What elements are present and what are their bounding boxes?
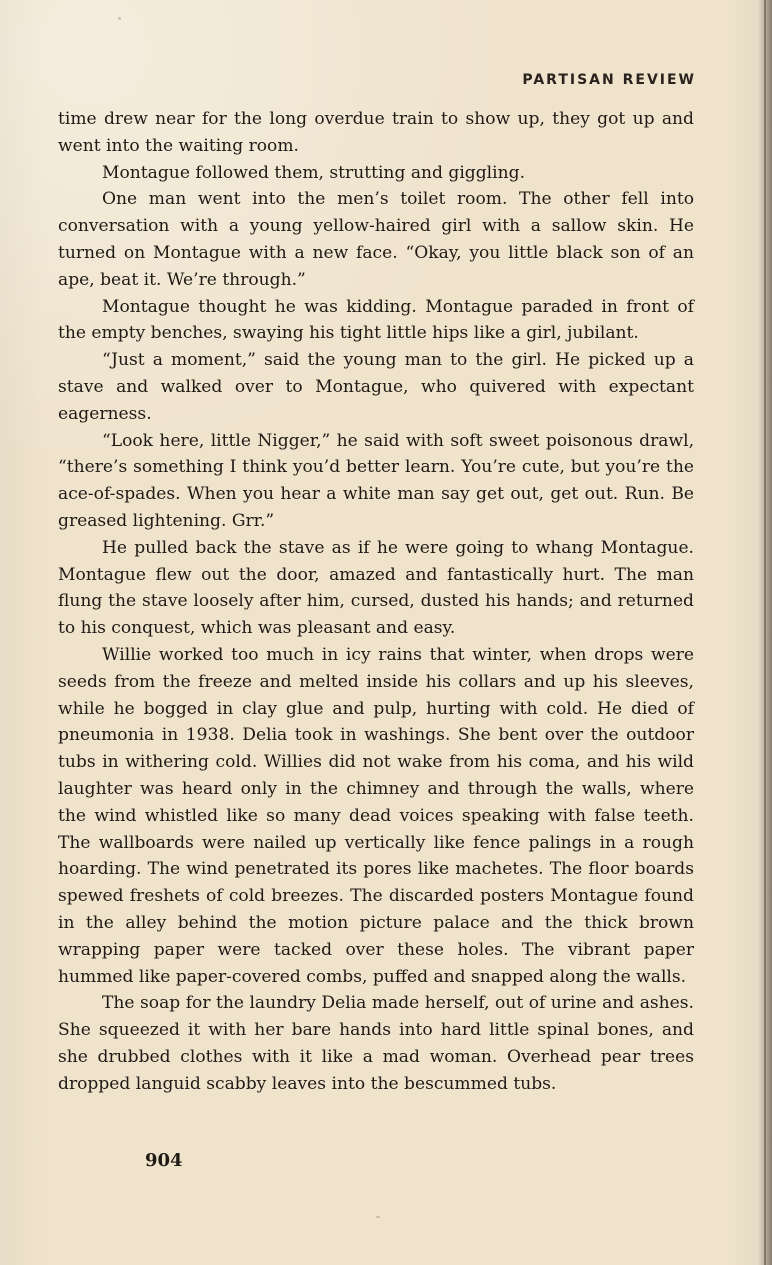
paragraph-7: He pulled back the stave as if he were going to whang Montague. Montague flew out the door, amazed and fantastically hurt. The man flung the stave loosely after him, cursed, dusted his hands; and returned to his conquest, which was pleasant and easy. xyxy=(58,537,694,639)
paper-speck xyxy=(118,17,121,20)
page-edge-shadow xyxy=(758,0,772,1265)
running-head: PARTISAN REVIEW xyxy=(522,72,696,88)
paragraph-2: Montague followed them, strutting and giggling. xyxy=(102,162,526,183)
paragraph-1: time drew near for the long overdue train to show up, they got up and went into the waiting room. xyxy=(58,109,694,156)
paragraph-4: Montague thought he was kidding. Montague paraded in front of the empty benches, swaying his tight little hips like a girl, jubilant. xyxy=(58,296,694,344)
paragraph-5: “Just a moment,” said the young man to the girl. He picked up a stave and walked over to Montague, who quivered with expectant eagerness. xyxy=(58,350,694,424)
paper-speck xyxy=(376,1216,380,1218)
paragraph-6: “Look here, little Nigger,” he said with soft sweet poisonous drawl, “there’s something I think you’d better learn. You’re cute, but you’re the ace-of-spades. When you hear a white man say get out, get out. Run. Be greased lightening. Grr.” xyxy=(58,430,694,531)
paragraph-9: The soap for the laundry Delia made herself, out of urine and ashes. She squeezed it with her bare hands into hard little spinal bones, and she drubbed clothes with it like a mad woman. Overhead pear trees dropped languid scabby leaves into the bescummed tubs. xyxy=(58,993,694,1094)
page-edge-line xyxy=(764,0,766,1265)
page-number: 904 xyxy=(145,1150,183,1171)
body-text xyxy=(58,106,694,1097)
paragraph-8: Willie worked too much in icy rains that winter, when drops were seeds from the freeze and melted inside his collars and up his sleeves, while he bogged in clay glue and pulp, hurting with cold. He died of pneumonia in 1938. Delia took in washings. She bent over the outdoor tubs in withering cold. Willies did not wake from his coma, and his wild laughter was heard only in the chimney and through the walls, where the wind whistled like so many dead voices speaking with false teeth. The wallboards were nailed up vertically like fence palings in a rough hoarding. The wind penetrated its pores like machetes. The floor boards spewed freshets of cold breezes. The discarded posters Montague found in the alley behind the motion picture palace and the thick brown wrapping paper were tacked over these holes. The vibrant paper hummed like paper-covered combs, puffed and snapped along the walls. xyxy=(58,644,694,987)
paragraph-3: One man went into the men’s toilet room. The other fell into conversation with a young yellow-haired girl with a sallow skin. He turned on Montague with a new face. “Okay, you little black son of an ape, beat it. We’re through.” xyxy=(58,189,694,290)
